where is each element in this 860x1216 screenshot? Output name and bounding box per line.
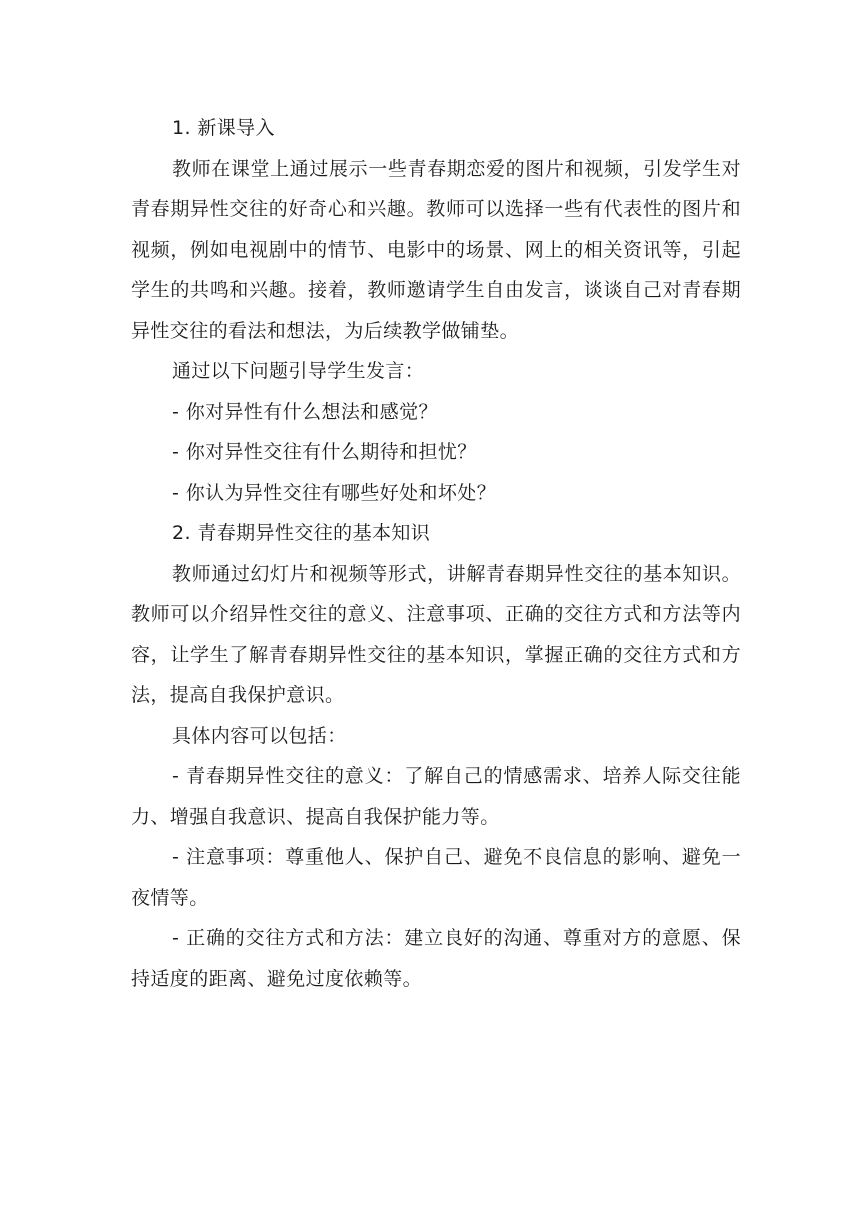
paragraph: 教师在课堂上通过展示一些青春期恋爱的图片和视频，引发学生对青春期异性交往的好奇心和兴趣。教师可以选择一些有代表性的图片和视频，例如电视剧中的情节、电影中的场景、网上的相关资讯等，引起学生的共鸣和兴趣。接着，教师邀请学生自由发言，谈谈自己对青春期异性交往的看法和想法，为后续教学做铺垫。 <box>131 157 741 342</box>
section-heading-2: 2. 青春期异性交往的基本知识 <box>172 522 431 544</box>
question-item: - 你对异性有什么想法和感觉？ <box>172 400 438 423</box>
content-item: - 青春期异性交往的意义：了解自己的情感需求、培养人际交往能力、增强自我意识、提高自我保护能力等。 <box>131 765 741 828</box>
document-body <box>131 108 741 999</box>
section-heading-1: 1. 新课导入 <box>172 117 275 139</box>
paragraph: 通过以下问题引导学生发言： <box>172 360 425 382</box>
question-item: - 你认为异性交往有哪些好处和坏处？ <box>172 481 497 504</box>
content-item: - 正确的交往方式和方法：建立良好的沟通、尊重对方的意愿、保持适度的距离、避免过度依赖等。 <box>131 927 741 990</box>
paragraph: 教师通过幻灯片和视频等形式，讲解青春期异性交往的基本知识。教师可以介绍异性交往的意义、注意事项、正确的交往方式和方法等内容，让学生了解青春期异性交往的基本知识，掌握正确的交往方式和方法，提高自我保护意识。 <box>131 562 741 706</box>
question-item: - 你对异性交往有什么期待和担忧？ <box>172 441 477 463</box>
content-item: - 注意事项：尊重他人、保护自己、避免不良信息的影响、避免一夜情等。 <box>131 846 741 909</box>
paragraph: 具体内容可以包括： <box>172 724 347 747</box>
